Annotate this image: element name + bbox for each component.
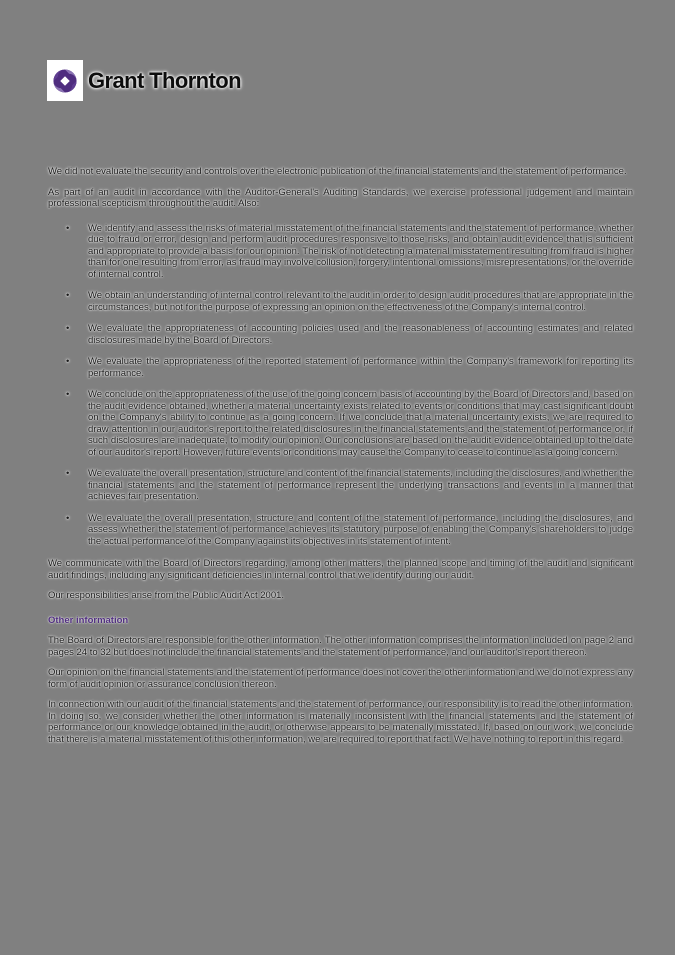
bullet-item: • We conclude on the appropriateness of the use of the going concern basis of accounting by the Board of Directors and, based on the audit evidence obtained, whether a material uncertainty exists related to events or conditions that may cast significant doubt on the Company's ability to continue as a going concern. If we conclude that a material uncertainty exists, we are required to draw attention in our auditor's report to the related disclosures in the financial statements and the statement of performance or, if such disclosures are inadequate, to modify our opinion. Our conclusions are based on the audit evidence obtained up to the date of our auditor's report. However, future events or conditions may cause the Company to cease to continue as a going concern.: [48, 389, 633, 458]
other-information-paragraph: The Board of Directors are responsible for the other information. The other information comprises the information included on page 2 and pages 24 to 32 but does not include the financial statements and the statement of performance, and our auditor's report thereon.: [48, 635, 633, 658]
bullet-item: • We evaluate the appropriateness of the reported statement of performance within the Company's framework for reporting its performance.: [48, 356, 633, 379]
grant-thornton-pinwheel-icon: [47, 60, 83, 101]
bullet-item: • We evaluate the overall presentation, structure and content of the statement of performance, including the disclosures, and assess whether the statement of performance achieves its statutory purpose of enabling the Company's shareholders to judge the actual performance of the Company against its objectives in its statement of intent.: [48, 513, 633, 548]
other-information-heading: Other information: [48, 614, 129, 626]
closing-paragraph: We communicate with the Board of Directors regarding, among other matters, the planned scope and timing of the audit and significant audit findings, including any significant deficiencies in internal control that we identify during our audit.: [48, 558, 633, 581]
other-information-paragraph: Our opinion on the financial statements and the statement of performance does not cover the other information and we do not express any form of audit opinion or assurance conclusion thereon.: [48, 667, 633, 690]
intro-paragraph: We did not evaluate the security and controls over the electronic publication of the financial statements and the statement of performance.: [48, 166, 627, 177]
bullet-item: • We evaluate the appropriateness of accounting policies used and the reasonableness of accounting estimates and related disclosures made by the Board of Directors.: [48, 323, 633, 346]
intro-paragraph: As part of an audit in accordance with the Auditor-General's Auditing Standards, we exercise professional judgement and maintain professional scepticism throughout the audit. Also:: [48, 186, 633, 209]
grant-thornton-logo: [47, 60, 241, 101]
audit-procedures-bullet-list: [48, 223, 633, 548]
report-body: [48, 166, 633, 754]
closing-paragraph: Our responsibilities arise from the Public Audit Act 2001.: [48, 590, 285, 601]
other-information-paragraph: In connection with our audit of the financial statements and the statement of performance, our responsibility is to read the other information. In doing so, we consider whether the other information is materially inconsistent with the financial statements and the statement of performance or our knowledge obtained in the audit, or otherwise appears to be materially misstated. If, based on our work, we conclude that there is a material misstatement of this other information, we are required to report that fact. We have nothing to report in this regard.: [48, 699, 633, 745]
brand-name: Grant Thornton: [88, 67, 241, 93]
bullet-item: • We identify and assess the risks of material misstatement of the financial statements and the statement of performance, whether due to fraud or error, design and perform audit procedures responsive to those risks, and obtain audit evidence that is sufficient and appropriate to provide a basis for our opinion. The risk of not detecting a material misstatement resulting from fraud is higher than for one resulting from error, as fraud may involve collusion, forgery, intentional omissions, misrepresentations, or the override of internal control.: [48, 223, 633, 281]
bullet-item: • We evaluate the overall presentation, structure and content of the financial statements, including the disclosures, and whether the financial statements and the statement of performance represent the underlying transactions and events in a manner that achieves fair presentation.: [48, 468, 633, 503]
bullet-item: • We obtain an understanding of internal control relevant to the audit in order to design audit procedures that are appropriate in the circumstances, but not for the purpose of expressing an opinion on the effectiveness of the Company's internal control.: [48, 290, 633, 313]
